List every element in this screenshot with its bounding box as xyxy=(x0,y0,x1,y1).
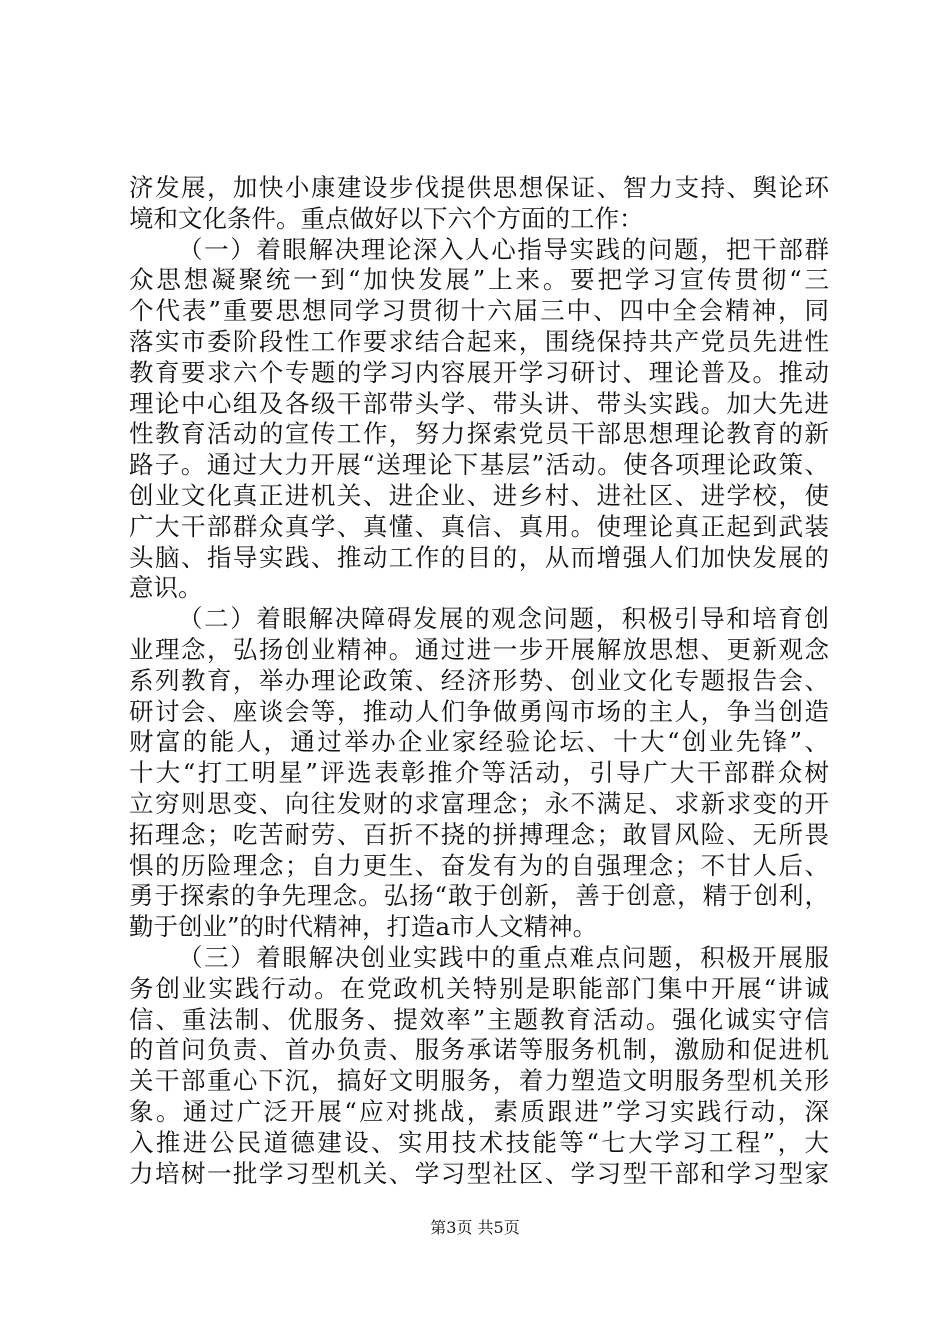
text-line: 财富的能人，通过举办企业家经验论坛、十大“创业先锋”、 xyxy=(129,727,829,757)
text-line: 济发展，加快小康建设步伐提供思想保证、智力支持、舆论环 xyxy=(129,173,829,202)
text-line: 个代表”重要思想同学习贯彻十六届三中、四中全会精神，同 xyxy=(129,296,829,326)
text-line: 拓理念；吃苦耐劳、百折不挠的拼搏理念；敢冒风险、无所畏 xyxy=(129,819,829,849)
text-line: 创业文化真正进机关、进企业、进乡村、进社区、进学校，使 xyxy=(129,480,829,510)
text-line: 路子。通过大力开展“送理论下基层”活动。使各项理论政策、 xyxy=(129,450,829,480)
text-line: （二）着眼解决障碍发展的观念问题，积极引导和培育创 xyxy=(178,604,829,634)
text-line: 勇于探索的争先理念。弘扬“敢于创新，善于创意，精于创利， xyxy=(129,881,829,911)
text-line: 勤于创业”的时代精神，打造a市人文精神。 xyxy=(129,912,598,942)
text-line: （一）着眼解决理论深入人心指导实践的问题，把干部群 xyxy=(178,234,829,264)
text-line: 落实市委阶段性工作要求结合起来，围绕保持共产党员先进性 xyxy=(129,326,829,356)
text-line: 广大干部群众真学、真懂、真信、真用。使理论真正起到武装 xyxy=(129,511,829,541)
text-line: 业理念，弘扬创业精神。通过进一步开展解放思想、更新观念 xyxy=(129,634,829,664)
document-body xyxy=(129,173,829,1189)
text-line: 十大“打工明星”评选表彰推介等活动，引导广大干部群众树 xyxy=(129,758,829,788)
text-line: （三）着眼解决创业实践中的重点难点问题，积极开展服 xyxy=(178,942,829,972)
text-line: 头脑、指导实践、推动工作的目的，从而增强人们加快发展的 xyxy=(129,542,829,572)
text-line: 性教育活动的宣传工作，努力探索党员干部思想理论教育的新 xyxy=(129,419,829,449)
text-line: 众思想凝聚统一到“加快发展”上来。要把学习宣传贯彻“三 xyxy=(129,265,829,295)
text-line: 立穷则思变、向往发财的求富理念；永不满足、求新求变的开 xyxy=(129,788,829,818)
text-line: 关干部重心下沉，搞好文明服务，着力塑造文明服务型机关形 xyxy=(129,1066,829,1096)
text-line: 象。通过广泛开展“应对挑战，素质跟进”学习实践行动，深 xyxy=(129,1096,829,1126)
text-line: 意识。 xyxy=(129,573,203,603)
text-line: 理论中心组及各级干部带头学、带头讲、带头实践。加大先进 xyxy=(129,388,829,418)
text-line: 务创业实践行动。在党政机关特别是职能部门集中开展“讲诚 xyxy=(129,973,829,1003)
text-line: 惧的历险理念；自力更生、奋发有为的自强理念；不甘人后、 xyxy=(129,850,829,880)
text-line: 研讨会、座谈会等，推动人们争做勇闯市场的主人，争当创造 xyxy=(129,696,829,726)
text-line: 境和文化条件。重点做好以下六个方面的工作： xyxy=(129,203,644,233)
text-line: 的首问负责、首办负责、服务承诺等服务机制，激励和促进机 xyxy=(129,1035,829,1065)
text-line: 信、重法制、优服务、提效率”主题教育活动。强化诚实守信 xyxy=(129,1004,829,1034)
text-line: 力培树一批学习型机关、学习型社区、学习型干部和学习型家 xyxy=(129,1158,829,1188)
page-footer: 第3页 共5页 xyxy=(430,1218,520,1237)
text-line: 教育要求六个专题的学习内容展开学习研讨、理论普及。推动 xyxy=(129,357,829,387)
text-line: 系列教育，举办理论政策、经济形势、创业文化专题报告会、 xyxy=(129,665,829,695)
text-line: 入推进公民道德建设、实用技术技能等“七大学习工程”，大 xyxy=(129,1127,829,1157)
